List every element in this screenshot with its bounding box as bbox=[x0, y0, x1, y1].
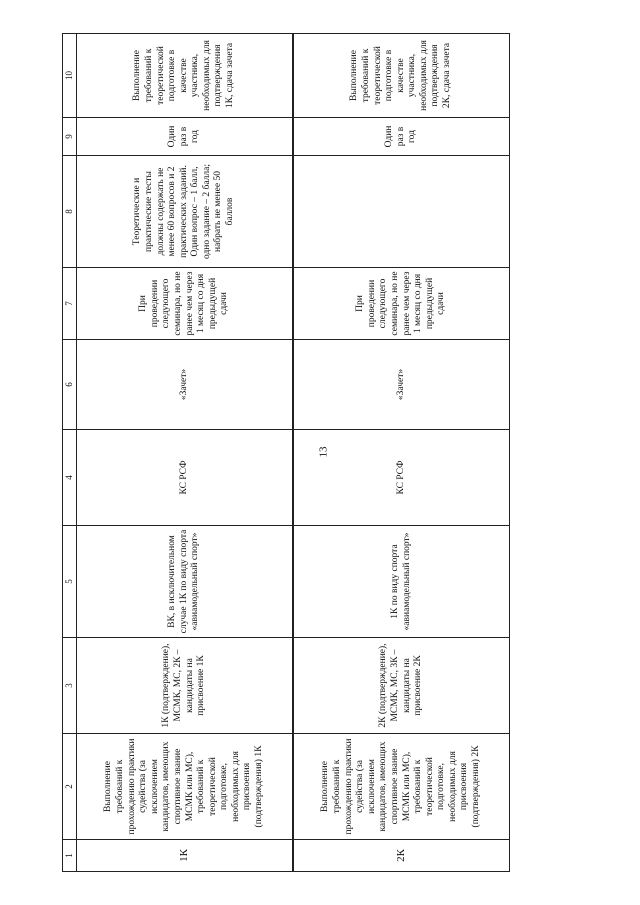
header-cell: 9 bbox=[63, 118, 77, 156]
requirement-cell: Выполнение требований к прохождению практики судейства (за исключением кандидатов, имеющих спортивное звание МСМК или МС), требований к теоретической подготовке, необходимых для присвоения (подтверждения) 1К bbox=[77, 734, 294, 840]
header-cell: 3 bbox=[63, 638, 77, 734]
eligible-cell: 1К (подтверждение), МСМК, МС, 2К – кандидаты на присвоение 1К bbox=[77, 638, 294, 734]
organizer-cell: КС РСФ bbox=[77, 430, 294, 526]
header-cell: 6 bbox=[63, 340, 77, 430]
frequency-cell: Один раз в год bbox=[77, 118, 294, 156]
timing-cell: При проведении следующего семинара, но не ранее чем через 1 месяц со дня предыдущей сдачи bbox=[293, 268, 510, 340]
level-cell: 1К bbox=[77, 840, 294, 872]
header-cell: 4 bbox=[63, 430, 77, 526]
purpose-cell: Выполнение требований к теоретической подготовке в качестве участника, необходимых для подтверждения 2К, сдача зачета bbox=[293, 34, 510, 118]
level-cell: 2К bbox=[293, 840, 510, 872]
header-cell: 5 bbox=[63, 526, 77, 638]
organizer-cell: КС РСФ bbox=[293, 430, 510, 526]
category-cell: 1К по виду спорта «авиамодельный спорт» bbox=[293, 526, 510, 638]
purpose-cell: Выполнение требований к теоретической подготовке в качестве участника, необходимых для подтверждения 1К, сдача зачета bbox=[77, 34, 294, 118]
category-cell: ВК, в исключительном случае 1К по виду спорта «авиамодельный спорт» bbox=[77, 526, 294, 638]
page-number: 13 bbox=[317, 446, 330, 458]
header-cell: 10 bbox=[63, 34, 77, 118]
header-cell: 2 bbox=[63, 734, 77, 840]
qualification-table bbox=[62, 33, 510, 872]
table-row bbox=[293, 34, 510, 872]
header-cell: 1 bbox=[63, 840, 77, 872]
criteria-cell bbox=[293, 156, 510, 268]
table-row bbox=[77, 34, 294, 872]
header-cell: 8 bbox=[63, 156, 77, 268]
frequency-cell: Один раз в год bbox=[293, 118, 510, 156]
rotated-table-page bbox=[62, 34, 510, 872]
form-cell: «Зачет» bbox=[77, 340, 294, 430]
criteria-cell: Теоретические и практические тесты должны содержать не менее 60 вопросов и 2 практических заданий. Один вопрос – 1 балл, одно задание – 2 балла; набрать не менее 50 баллов bbox=[77, 156, 294, 268]
eligible-cell: 2К (подтверждение), МСМК, МС, 3К – кандидаты на присвоение 2К bbox=[293, 638, 510, 734]
timing-cell: При проведении следующего семинара, но не ранее чем через 1 месяц со дня предыдущей сдачи bbox=[77, 268, 294, 340]
requirement-cell: Выполнение требований к прохождению практики судейства (за исключением кандидатов, имеющих спортивное звание МСМК или МС), требований к теоретической подготовке, необходимых для присвоения (подтверждения) 2К bbox=[293, 734, 510, 840]
header-row bbox=[63, 34, 77, 872]
form-cell: «Зачет» bbox=[293, 340, 510, 430]
header-cell: 7 bbox=[63, 268, 77, 340]
